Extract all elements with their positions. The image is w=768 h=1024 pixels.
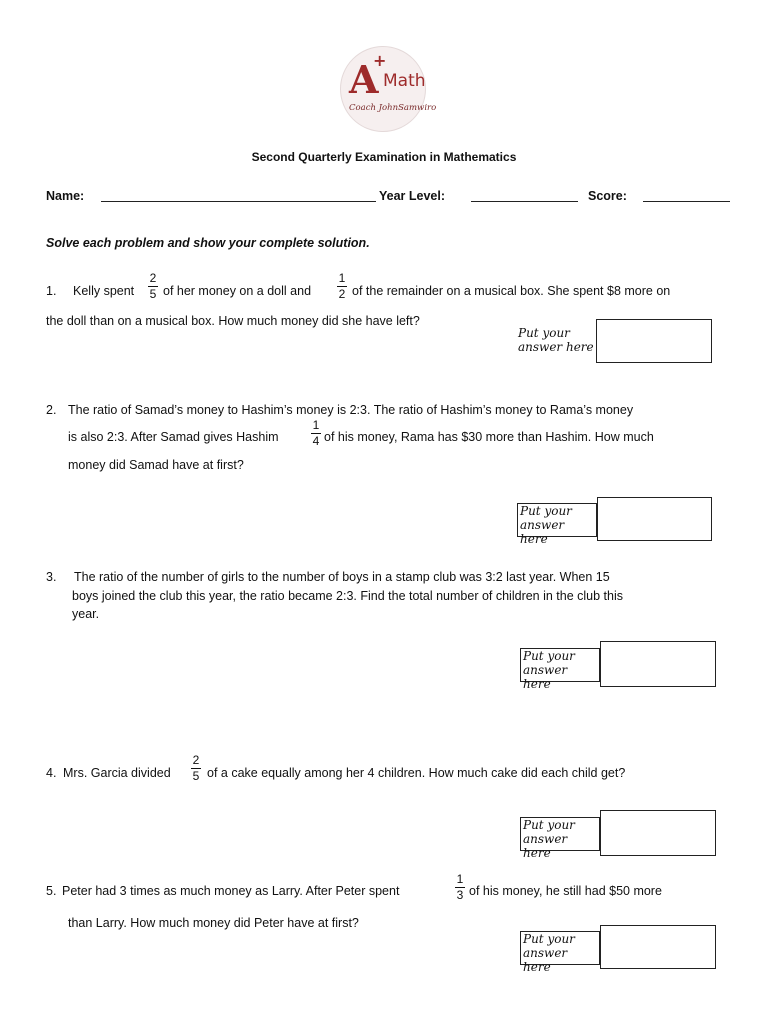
question-text: year. bbox=[72, 607, 100, 621]
exam-title: Second Quarterly Examination in Mathematics bbox=[251, 150, 517, 164]
fraction: 1 4 bbox=[312, 418, 320, 448]
instruction: Solve each problem and show your complete solution. bbox=[46, 236, 370, 250]
name-label: Name: bbox=[46, 189, 85, 203]
question-text: of her money on a doll and bbox=[163, 284, 312, 298]
fraction: 1 3 bbox=[456, 872, 464, 902]
question-text: The ratio of Samad’s money to Hashim’s money is 2:3. The ratio of Hashim’s money to Rama’s money bbox=[68, 403, 634, 417]
question-text: is also 2:3. After Samad gives Hashim bbox=[68, 430, 279, 444]
question-number: 1. bbox=[46, 284, 57, 298]
year-level-line[interactable] bbox=[471, 201, 578, 202]
question-number: 2. bbox=[46, 403, 57, 417]
question-text: of his money, he still had $50 more bbox=[469, 884, 662, 898]
question-text: than Larry. How much money did Peter have at first? bbox=[68, 916, 359, 930]
question-text: Kelly spent bbox=[73, 284, 135, 298]
question-text: Mrs. Garcia divided bbox=[63, 766, 171, 780]
question-text: boys joined the club this year, the ratio became 2:3. Find the total number of children in the club this bbox=[72, 589, 624, 603]
answer-box[interactable] bbox=[600, 810, 716, 856]
answer-label: Put your answer here bbox=[518, 326, 594, 354]
year-level-label: Year Level: bbox=[379, 189, 446, 203]
question-number: 5. bbox=[46, 884, 57, 898]
question-text: of a cake equally among her 4 children. How much cake did each child get? bbox=[207, 766, 626, 780]
logo-plus: + bbox=[373, 51, 387, 70]
logo-word: Math bbox=[383, 71, 426, 91]
answer-box[interactable] bbox=[600, 641, 716, 687]
question-text: money did Samad have at first? bbox=[68, 458, 244, 472]
answer-label: Put your answer here bbox=[520, 931, 600, 965]
question-text: The ratio of the number of girls to the number of boys in a stamp club was 3:2 last year. When 15 bbox=[74, 570, 610, 584]
logo-letter: A bbox=[349, 57, 379, 102]
a-plus-math-logo bbox=[340, 46, 437, 132]
question-text: of the remainder on a musical box. She spent $8 more on bbox=[352, 284, 671, 298]
question-text: Peter had 3 times as much money as Larry. After Peter spent bbox=[62, 884, 400, 898]
answer-label: Put your answer here bbox=[520, 648, 600, 682]
name-line[interactable] bbox=[101, 201, 376, 202]
answer-label: Put your answer here bbox=[517, 503, 597, 537]
answer-box[interactable] bbox=[600, 925, 716, 969]
answer-label: Put your answer here bbox=[520, 817, 600, 851]
fraction: 1 2 bbox=[338, 271, 346, 301]
question-text: of his money, Rama has $30 more than Hashim. How much bbox=[324, 430, 654, 444]
fraction: 2 5 bbox=[149, 271, 157, 301]
answer-box[interactable] bbox=[597, 497, 712, 541]
logo-tagline: Coach JohnSamwiro bbox=[349, 103, 437, 113]
question-text: the doll than on a musical box. How much money did she have left? bbox=[46, 314, 420, 328]
score-label: Score: bbox=[588, 189, 627, 203]
question-number: 4. bbox=[46, 766, 57, 780]
fraction: 2 5 bbox=[192, 753, 200, 783]
question-number: 3. bbox=[46, 570, 57, 584]
score-line[interactable] bbox=[643, 201, 730, 202]
answer-box[interactable] bbox=[596, 319, 712, 363]
